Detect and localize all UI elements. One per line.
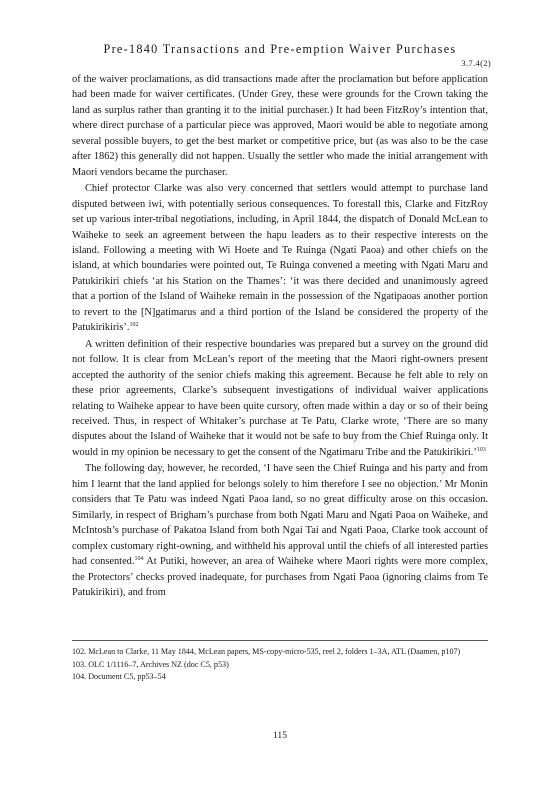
- footnote: 104. Document C5, pp53–54: [72, 672, 166, 682]
- footnote-ref[interactable]: 102: [129, 322, 139, 329]
- paragraph: [72, 72, 488, 180]
- footnote: 103. OLC 1/1116–7, Archives NZ (doc C5, p53): [72, 659, 229, 669]
- footnote-ref[interactable]: 103: [476, 446, 486, 453]
- running-head: Pre-1840 Transactions and Pre-emption Waiver Purchases: [103, 42, 457, 56]
- body-text: [72, 72, 488, 600]
- paragraph-text: of the waiver proclamations, as did transactions made after the proclamation but before application had been made for waiver certificates. (Under Grey, these were grounds for the Crown taking the land as surplus rather than granting it to the initial purchaser.) It had been FitzRoy’s intention that, where direct purchase of a particular piece was approved, Maori would be able to negotiate among several possible buyers, to get the best market or competitive price, but (as was also to be the case after 1862) this generally did not happen. Usually the settler who made the initial arrangement with Maori vendors became the purchaser.: [72, 74, 488, 178]
- footnotes: [72, 646, 488, 684]
- paragraph: [72, 181, 488, 336]
- paragraph: [72, 337, 488, 461]
- footnote-divider: [72, 640, 488, 641]
- paragraph: [72, 461, 488, 600]
- section-number: 3.7.4(2): [461, 58, 491, 68]
- paragraph-text: Chief protector Clarke was also very concerned that settlers would attempt to purchase land disputed between iwi, with potentially serious consequences. To forestall this, Clarke and FitzRoy set up various inter-tribal negotiations, including, in April 1844, the dispatch of Donald McLean to Waiheke to seek an agreement between the hapu leaders as to their respective interests on the island. Following a meeting with Wi Hoete and Te Ruinga (Ngati Paoa) and other chiefs on the island, at which boundaries were pointed out, Te Ruinga convened a meeting with Ngati Maru and Patukirikiri chiefs ‘at his Station on the Thames’: ‘it was there decided and unanimously agreed that a portion of the Island of Waiheke remain in the possession of the Ngatipaoas another portion to revert to the [N]gatimarus and a third portion of the Island be considered the property of the Patukirikiris’.: [72, 183, 488, 334]
- page-number: 115: [272, 730, 288, 741]
- footnote: 102. McLean to Clarke, 11 May 1844, McLean papers, MS-copy-micro-535, reel 2, folders 1–3A, ATL (Daamen, p107): [72, 647, 461, 656]
- paragraph-text: At Putiki, however, an area of Waiheke where Maori rights were more complex, the Protectors’ checks proved inadequate, for purchases from Ngati Paoa (ignoring claims from Te Patukirikiri), and from: [72, 556, 488, 598]
- paragraph-text: The following day, however, he recorded, ‘I have seen the Chief Ruinga and his party and from him I learnt that the land applied for belongs solely to him therefore I see no objection.’ Mr Monin considers that Te Patu was indeed Ngati Paoa land, so no great difficulty arose on this occasion. Similarly, in respect of Brigham’s purchase from both Ngati Maru and Ngati Paoa on Waiheke, and McIntosh’s purchase of Pakatoa Island from both Ngai Tai and Ngati Paoa, Clarke took account of complex customary right-owning, and withheld his approval until the chiefs of all interested parties had consented.: [72, 463, 488, 568]
- footnote-ref[interactable]: 104: [134, 556, 144, 563]
- paragraph-text: A written definition of their respective boundaries was prepared but a survey on the ground did not follow. It is clear from McLean’s report of the meeting that the Maori right-owners present accepted the authority of the senior chiefs making this agreement. Because he felt able to rely on these prior agreements, Clarke’s subsequent investigations of individual waiver applications relating to Waiheke appear to have been quite cursory, often made within a day or so of their being received. Thus, in respect of Whitaker’s purchase at Te Patu, Clarke wrote, ‘There are so many disputes about the Island of Waiheke that it would not be safe to buy from the Chief Ruinga only. It would in my opinion be necessary to get the consent of the Ngatimaru Tribe and the Patukirikiri.’: [72, 338, 488, 458]
